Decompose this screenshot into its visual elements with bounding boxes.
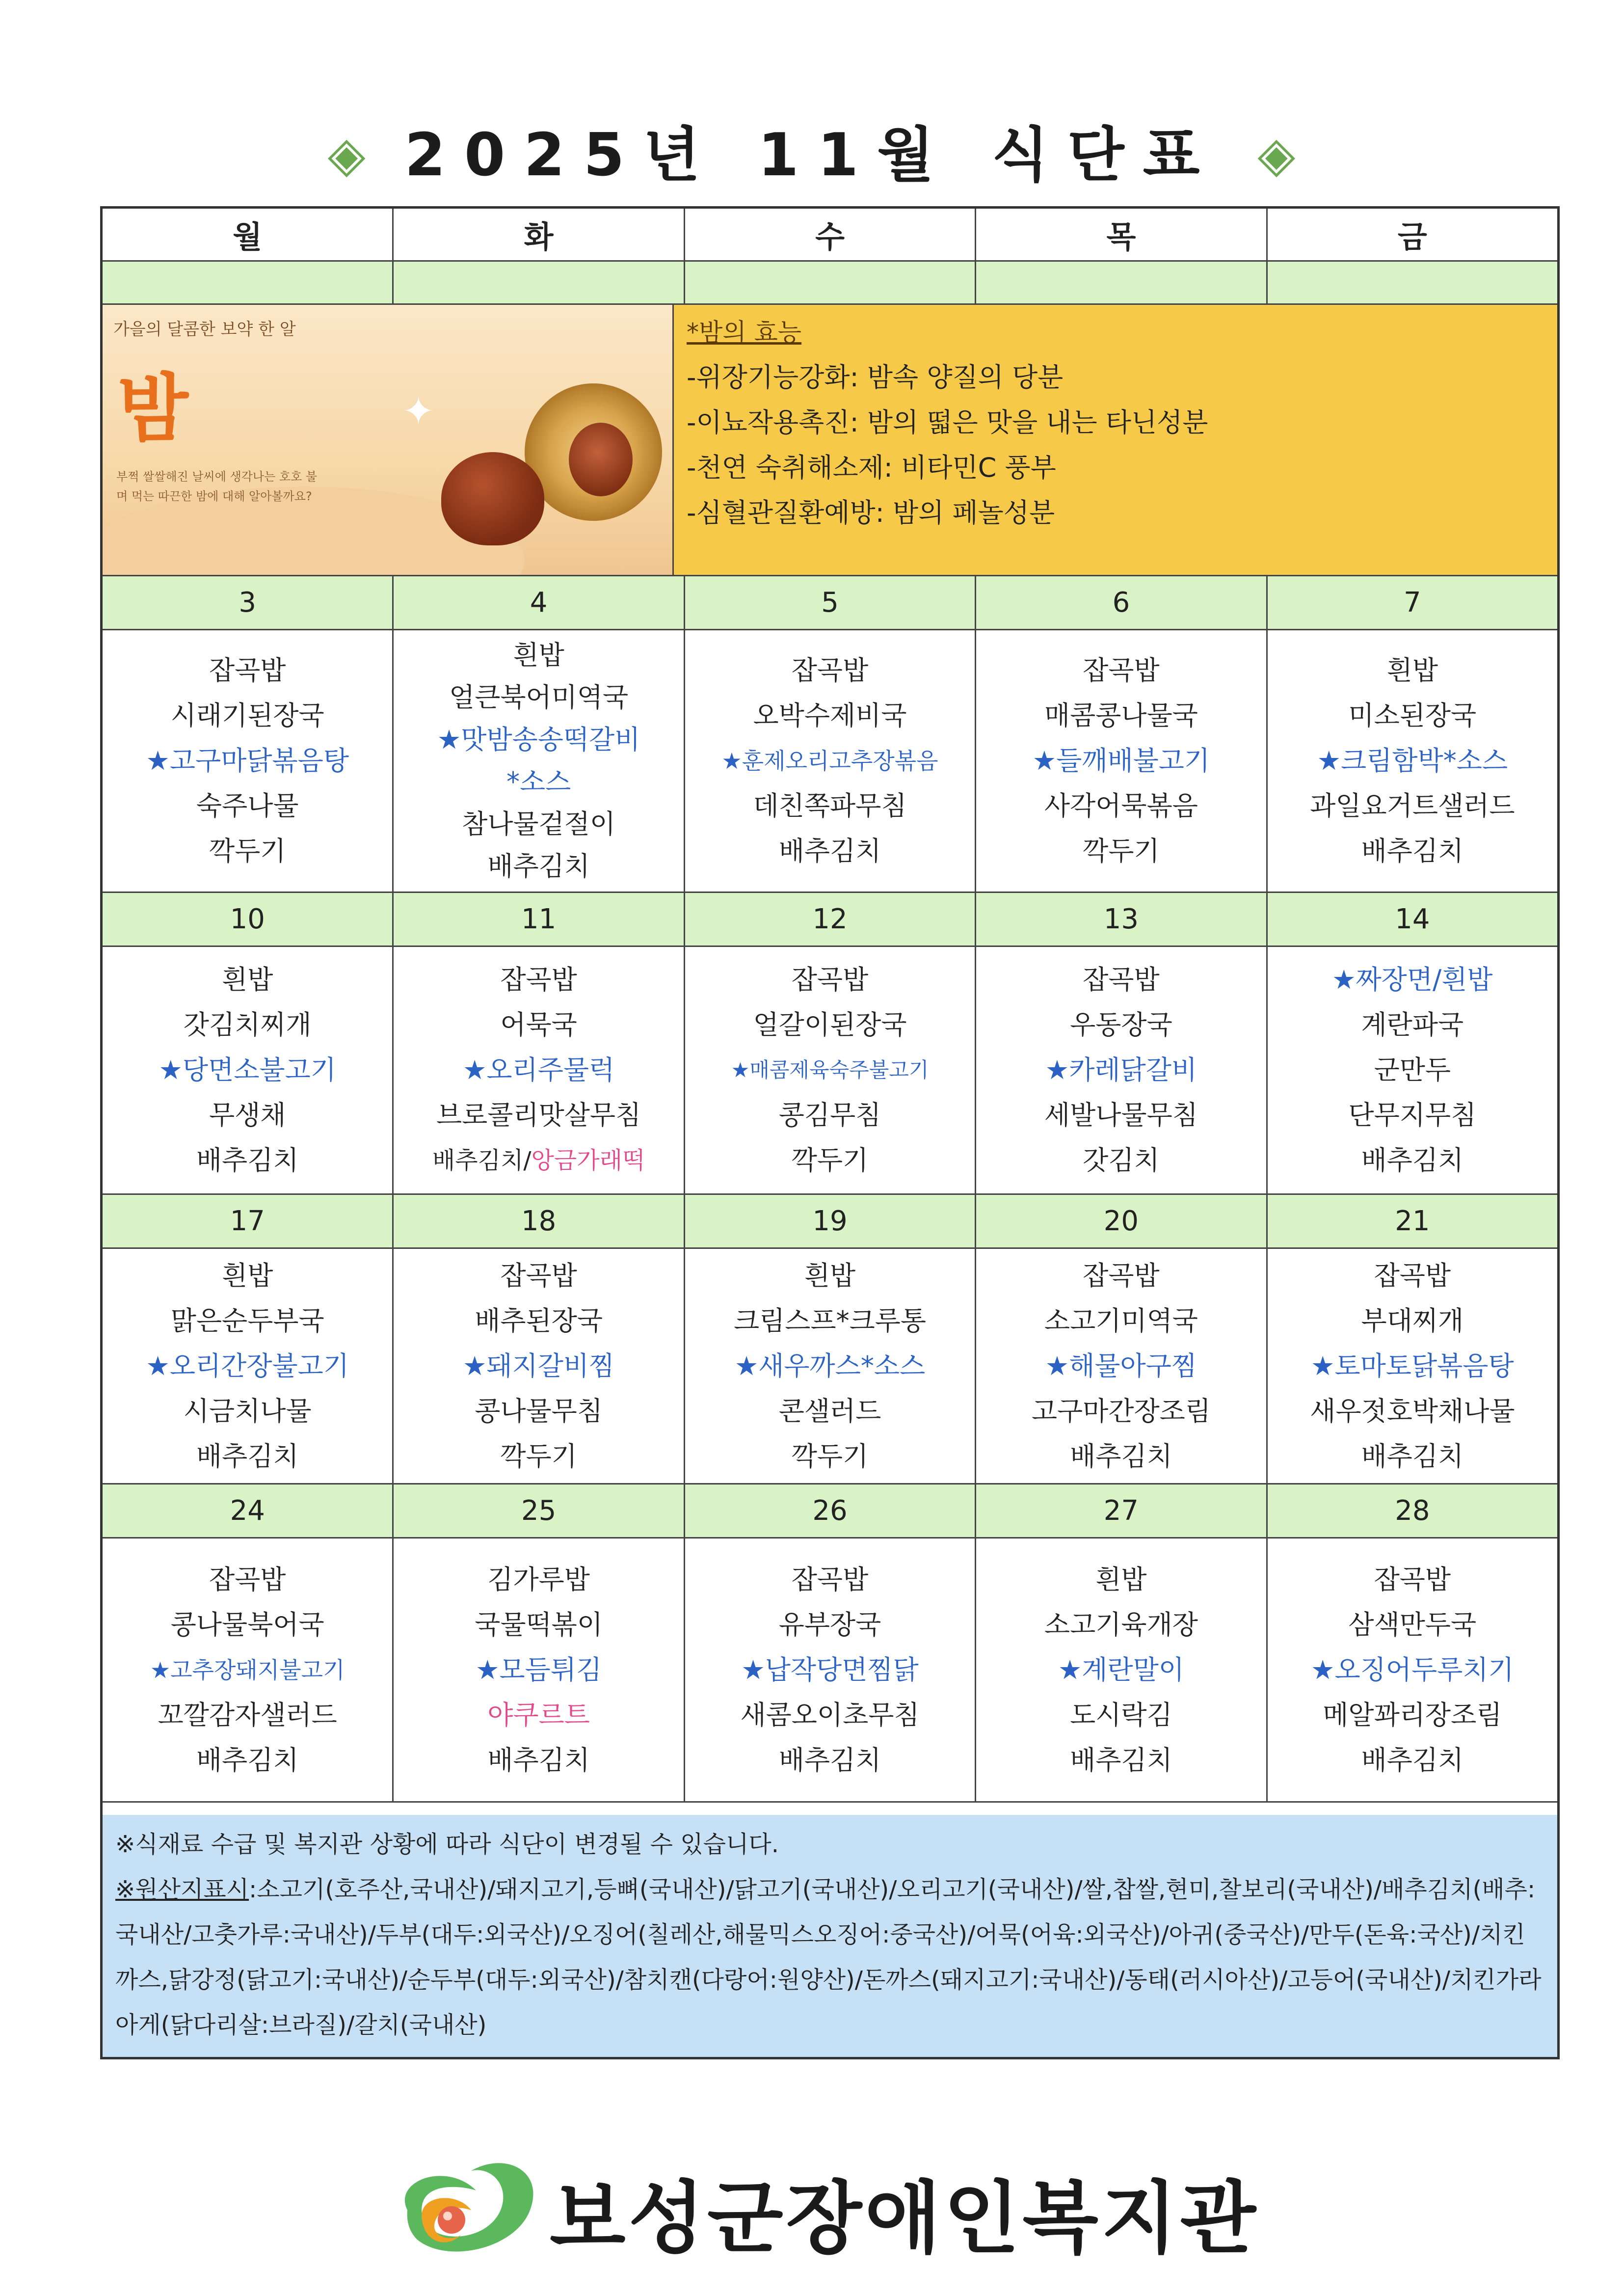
menu-item: 참나물겉절이 xyxy=(462,809,616,839)
menu-item: 갓김치찌개 xyxy=(183,1009,312,1040)
menu-item: 흰밥 xyxy=(804,1260,856,1291)
menu-item: 흰밥 xyxy=(1386,655,1438,686)
menu-item: 새콤오이초무침 xyxy=(740,1699,920,1730)
date-cell: 20 xyxy=(976,1195,1267,1247)
title-right-deco: ◈ xyxy=(1257,126,1296,183)
menu-item: 잡곡밥 xyxy=(791,1564,869,1595)
menu-cell xyxy=(976,947,1267,1193)
menu-item: 잡곡밥 xyxy=(791,964,869,995)
menu-item: 매콤콩나물국 xyxy=(1044,700,1198,731)
date-row xyxy=(103,1195,1557,1249)
date-cell: 11 xyxy=(394,893,685,945)
menu-item: 새우젓호박채나물 xyxy=(1310,1395,1515,1427)
menu-cell xyxy=(394,1539,685,1801)
menu-cell xyxy=(1268,947,1557,1193)
benefits-title: *밤의 효능 xyxy=(687,318,802,347)
weekday-header: 목 xyxy=(976,209,1267,260)
origin-label: ※원산지표시 xyxy=(115,1876,249,1903)
menu-item: 배추김치 xyxy=(1361,836,1464,866)
menu-cell xyxy=(1268,630,1557,891)
menu-item-special: ★들깨배불고기 xyxy=(1032,745,1210,776)
menu-item-special: ★매콤제육숙주불고기 xyxy=(731,1058,929,1082)
menu-item: 깍두기 xyxy=(1083,836,1160,866)
org-name: 보성군장애인복지관 xyxy=(550,2172,1259,2264)
chestnut-icon xyxy=(569,423,633,496)
menu-item: 배추김치 xyxy=(196,1145,299,1176)
date-cell: 27 xyxy=(976,1485,1267,1537)
weekday-header: 화 xyxy=(394,209,685,260)
menu-item-special: ★고구마닭볶음탕 xyxy=(146,745,349,776)
menu-item: 깍두기 xyxy=(209,836,286,866)
menu-cell xyxy=(685,1249,976,1483)
menu-grid xyxy=(103,209,1557,1803)
menu-item: 배추김치 xyxy=(196,1440,299,1472)
menu-item: 얼큰북어미역국 xyxy=(449,682,629,713)
menu-item-special: ★오리주물럭 xyxy=(462,1054,615,1085)
menu-item-kimchi: 배추김치/ xyxy=(432,1147,532,1174)
menu-item-special: ★토마토닭볶음탕 xyxy=(1311,1350,1514,1381)
menu-item: 군만두 xyxy=(1374,1054,1451,1085)
chestnut-poster xyxy=(103,305,674,575)
date-cell: 7 xyxy=(1268,576,1557,629)
menu-cell xyxy=(685,947,976,1193)
menu-item: 삼색만두국 xyxy=(1348,1609,1477,1640)
menu-item: 시금치나물 xyxy=(183,1395,312,1427)
chestnut-icon xyxy=(441,452,544,545)
benefit-line: -위장기능강화: 밤속 양질의 당분 xyxy=(687,362,1064,393)
date-cell: 28 xyxy=(1268,1485,1557,1537)
footer xyxy=(0,2145,1623,2263)
sparkle-icon: ✦ xyxy=(402,388,435,434)
empty-green-row xyxy=(103,262,1557,305)
menu-item: 소고기육개장 xyxy=(1044,1609,1198,1640)
menu-item-special: ★모듬튀김 xyxy=(476,1654,602,1685)
menu-item: 무생채 xyxy=(209,1100,286,1131)
menu-item: 배추김치 xyxy=(196,1744,299,1776)
menu-item-special: ★납작당면찜닭 xyxy=(741,1654,919,1685)
date-cell: 21 xyxy=(1268,1195,1557,1247)
weekday-header: 수 xyxy=(685,209,976,260)
poster-title: 밤 xyxy=(117,366,188,452)
menu-item: 잡곡밥 xyxy=(1374,1260,1451,1291)
date-cell: 3 xyxy=(103,576,394,629)
menu-item: 크림스프*크루통 xyxy=(733,1305,927,1336)
notes-origin xyxy=(115,1867,1544,2048)
date-cell: 12 xyxy=(685,893,976,945)
empty-cell xyxy=(103,262,394,303)
menu-row xyxy=(103,1249,1557,1485)
menu-sheet xyxy=(100,206,1560,2059)
title-text: 2025년 11월 식단표 xyxy=(404,121,1219,189)
menu-item: 시래기된장국 xyxy=(170,700,324,731)
menu-item-drink: 야쿠르트 xyxy=(487,1699,590,1730)
menu-item: 배추김치 xyxy=(487,851,590,882)
menu-cell xyxy=(103,947,394,1193)
empty-cell xyxy=(685,262,976,303)
menu-item: 소고기미역국 xyxy=(1044,1305,1198,1336)
menu-item: 배추김치 xyxy=(487,1744,590,1776)
menu-item-special: ★짜장면/흰밥 xyxy=(1332,964,1493,995)
origin-text: :소고기(호주산,국내산)/돼지고기,등뼈(국내산)/닭고기(국내산)/오리고기(국내산)/쌀,찹쌀,현미,찰보리(국내산)/배추김치(배추:국내산/고춧가루:국내산)/두부(대두:외국산)/오징어(칠레산,해물믹스오징어:중국산)/어묵(어육:외국산)/아귀(중국산)/만두(돈육:국산)/치킨까스,닭강정(닭고기:국내산)/순두부(대두:외국산)/참치캔(다랑어:원양산)/돈까스(돼지고기:국내산)/동태(러시아산)/고등어(국내산)/치킨가라아게(닭다리살:브라질)/갈치(국내산) xyxy=(115,1876,1542,2039)
menu-item-special: ★훈제오리고추장볶음 xyxy=(721,748,938,774)
title-left-deco: ◈ xyxy=(327,126,366,183)
poster-subtitle: 가을의 달콤한 보약 한 알 xyxy=(113,320,296,339)
menu-cell xyxy=(685,1539,976,1801)
menu-row xyxy=(103,947,1557,1195)
menu-item: 국물떡볶이 xyxy=(475,1609,603,1640)
menu-item: 계란파국 xyxy=(1361,1009,1464,1040)
chestnut-benefits xyxy=(674,305,1557,575)
date-cell: 6 xyxy=(976,576,1267,629)
menu-item: 깍두기 xyxy=(791,1440,869,1472)
date-cell: 5 xyxy=(685,576,976,629)
menu-item-special: ★고추장돼지불고기 xyxy=(150,1656,345,1683)
menu-item-special: *소스 xyxy=(506,766,571,797)
weekday-header: 금 xyxy=(1268,209,1557,260)
weekday-header: 월 xyxy=(103,209,394,260)
menu-item: 잡곡밥 xyxy=(1083,964,1160,995)
date-cell: 10 xyxy=(103,893,394,945)
welfare-center-logo-icon xyxy=(388,2151,550,2259)
empty-cell xyxy=(1268,262,1557,303)
menu-item: 배추김치 xyxy=(778,1744,881,1776)
benefit-line: -이뇨작용촉진: 밤의 떫은 맛을 내는 타닌성분 xyxy=(687,407,1208,438)
menu-item: 잡곡밥 xyxy=(500,964,577,995)
menu-item-rice-cake: 앙금가래떡 xyxy=(531,1147,645,1174)
date-cell: 24 xyxy=(103,1485,394,1537)
empty-cell xyxy=(976,262,1267,303)
menu-item-special: ★새우까스*소스 xyxy=(734,1350,926,1381)
menu-item: 갓김치 xyxy=(1083,1145,1160,1176)
menu-item: 콘샐러드 xyxy=(778,1395,881,1427)
date-row xyxy=(103,1485,1557,1539)
menu-item: 배추김치 xyxy=(1070,1744,1172,1776)
menu-item-special: ★카레닭갈비 xyxy=(1045,1054,1197,1085)
menu-item-special: ★당면소불고기 xyxy=(159,1054,336,1085)
menu-item-special: ★크림함박*소스 xyxy=(1317,745,1508,776)
menu-cell xyxy=(394,630,685,891)
menu-cell xyxy=(103,630,394,891)
menu-cell xyxy=(1268,1539,1557,1801)
date-cell: 18 xyxy=(394,1195,685,1247)
date-row xyxy=(103,576,1557,630)
menu-item: 깍두기 xyxy=(500,1440,577,1472)
menu-item: 배추김치 xyxy=(1361,1440,1464,1472)
date-cell: 14 xyxy=(1268,893,1557,945)
menu-item: 잡곡밥 xyxy=(1374,1564,1451,1595)
menu-item: 잡곡밥 xyxy=(791,655,869,686)
menu-item: 배추김치 xyxy=(1361,1145,1464,1176)
menu-item: 잡곡밥 xyxy=(209,655,286,686)
menu-item: 잡곡밥 xyxy=(500,1260,577,1291)
menu-item: 미소된장국 xyxy=(1348,700,1477,731)
chestnut-info-row xyxy=(103,305,1557,576)
menu-item: 유부장국 xyxy=(778,1609,881,1640)
menu-cell xyxy=(394,947,685,1193)
menu-item: 흰밥 xyxy=(513,640,564,671)
menu-item-special: ★맛밤송송떡갈비 xyxy=(437,724,640,755)
date-cell: 4 xyxy=(394,576,685,629)
menu-item-special: ★오리간장불고기 xyxy=(146,1350,349,1381)
benefit-line: -천연 숙취해소제: 비타민C 풍부 xyxy=(687,452,1056,483)
menu-item: 콩나물무침 xyxy=(475,1395,603,1427)
menu-item: 배추김치 xyxy=(778,836,881,866)
menu-item: 과일요거트샐러드 xyxy=(1310,790,1515,821)
menu-item xyxy=(432,1138,645,1183)
menu-row xyxy=(103,1539,1557,1803)
menu-item: 도시락김 xyxy=(1070,1699,1172,1730)
menu-item: 메알꽈리장조림 xyxy=(1323,1699,1502,1730)
menu-item: 흰밥 xyxy=(222,964,273,995)
menu-item: 배추김치 xyxy=(1361,1744,1464,1776)
menu-cell xyxy=(103,1539,394,1801)
menu-item: 콩김무침 xyxy=(778,1100,881,1131)
menu-cell xyxy=(1268,1249,1557,1483)
date-row xyxy=(103,893,1557,947)
menu-item: 잡곡밥 xyxy=(1083,1260,1160,1291)
weekday-header-row xyxy=(103,209,1557,262)
menu-item: 배추된장국 xyxy=(475,1305,603,1336)
menu-cell xyxy=(685,630,976,891)
menu-item: 어묵국 xyxy=(500,1009,577,1040)
menu-cell xyxy=(976,1249,1267,1483)
menu-item: 잡곡밥 xyxy=(1083,655,1160,686)
menu-cell xyxy=(976,630,1267,891)
menu-item: 배추김치 xyxy=(1070,1440,1172,1472)
date-cell: 17 xyxy=(103,1195,394,1247)
menu-item: 꼬깔감자샐러드 xyxy=(158,1699,337,1730)
menu-item: 고구마간장조림 xyxy=(1031,1395,1211,1427)
menu-item: 콩나물북어국 xyxy=(170,1609,324,1640)
menu-item: 부대찌개 xyxy=(1361,1305,1464,1336)
menu-item: 세발나물무침 xyxy=(1044,1100,1198,1131)
menu-item-special: ★돼지갈비찜 xyxy=(462,1350,615,1381)
menu-item: 흰밥 xyxy=(222,1260,273,1291)
menu-item: 얼갈이된장국 xyxy=(753,1009,907,1040)
menu-item: 브로콜리맛살무침 xyxy=(436,1100,641,1131)
notes-change-warning: ※식재료 수급 및 복지관 상황에 따라 식단이 변경될 수 있습니다. xyxy=(115,1831,779,1858)
benefit-line: -심혈관질환예방: 밤의 페놀성분 xyxy=(687,497,1055,528)
menu-item: 맑은순두부국 xyxy=(170,1305,324,1336)
menu-item: 오박수제비국 xyxy=(753,700,907,731)
date-cell: 13 xyxy=(976,893,1267,945)
menu-item: 잡곡밥 xyxy=(209,1564,286,1595)
menu-item: 데친쪽파무침 xyxy=(753,790,907,821)
menu-cell xyxy=(394,1249,685,1483)
menu-cell xyxy=(976,1539,1267,1801)
menu-row xyxy=(103,630,1557,893)
menu-item-special: ★계란말이 xyxy=(1058,1654,1184,1685)
poster-description: 부쩍 쌀쌀해진 날씨에 생각나는 호호 불며 먹는 따끈한 밤에 대해 알아볼까요? xyxy=(116,470,318,503)
menu-item-special: ★오징어두루치기 xyxy=(1311,1654,1514,1685)
menu-item: 단무지무침 xyxy=(1348,1100,1477,1131)
menu-item: 우동장국 xyxy=(1070,1009,1172,1040)
empty-cell xyxy=(394,262,685,303)
page-title xyxy=(0,108,1623,192)
menu-item: 김가루밥 xyxy=(487,1564,590,1595)
menu-item-special: ★해물아구찜 xyxy=(1045,1350,1197,1381)
menu-cell xyxy=(103,1249,394,1483)
menu-item: 숙주나물 xyxy=(196,790,299,821)
menu-item: 깍두기 xyxy=(791,1145,869,1176)
notes-section xyxy=(103,1815,1557,2057)
date-cell: 19 xyxy=(685,1195,976,1247)
menu-item: 사각어묵볶음 xyxy=(1044,790,1198,821)
menu-item: 흰밥 xyxy=(1095,1564,1147,1595)
date-cell: 26 xyxy=(685,1485,976,1537)
date-cell: 25 xyxy=(394,1485,685,1537)
